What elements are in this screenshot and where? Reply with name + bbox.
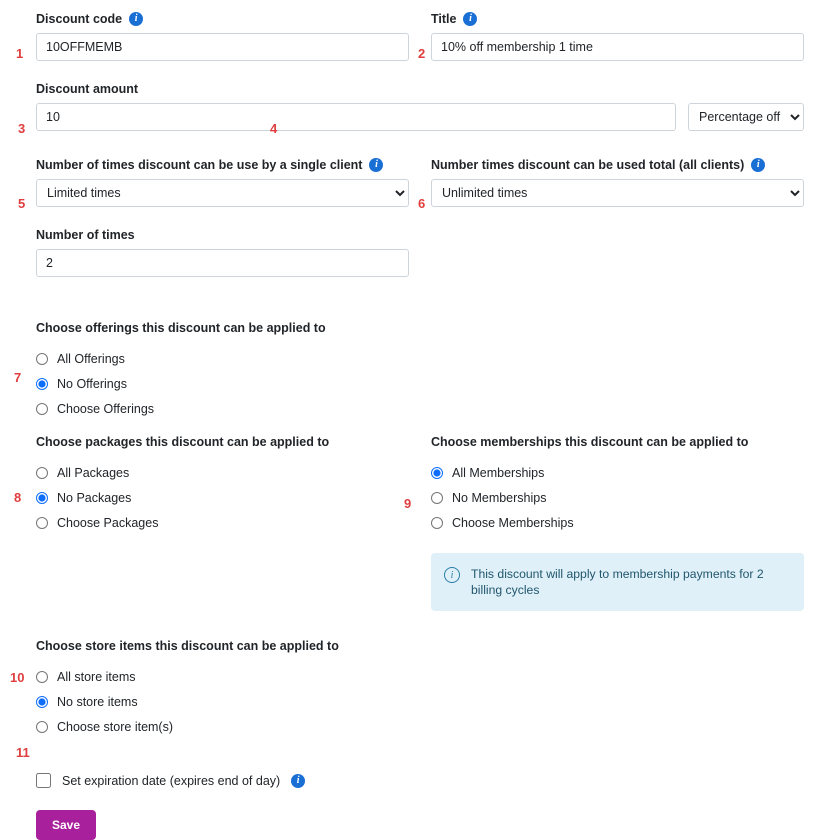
info-icon[interactable]: i [463, 12, 477, 26]
single-client-uses-field [36, 158, 409, 207]
number-of-times-label [36, 228, 409, 242]
offerings-section [36, 321, 804, 421]
discount-code-label [36, 12, 409, 26]
offerings-title: Choose offerings this discount can be applied to [36, 321, 326, 335]
marker-2: 2 [418, 46, 426, 61]
expiration-checkbox[interactable] [36, 773, 51, 788]
marker-4: 4 [270, 121, 278, 136]
packages-option-choose[interactable] [36, 510, 409, 535]
memberships-option-all[interactable] [431, 460, 804, 485]
packages-option-all[interactable] [36, 460, 409, 485]
offerings-radio-none[interactable] [36, 378, 48, 390]
number-of-times-field [36, 228, 409, 277]
title-input[interactable] [431, 33, 804, 61]
offerings-option-none[interactable] [36, 371, 804, 396]
memberships-notice [431, 553, 804, 611]
memberships-radio-group [431, 460, 804, 535]
memberships-label-none[interactable]: No Memberships [452, 490, 547, 505]
discount-amount-row [36, 103, 804, 131]
packages-radio-all[interactable] [36, 467, 48, 479]
memberships-radio-none[interactable] [431, 492, 443, 504]
packages-title: Choose packages this discount can be applied to [36, 435, 330, 449]
packages-radio-choose[interactable] [36, 517, 48, 529]
packages-memberships-row [36, 435, 804, 611]
marker-5: 5 [18, 196, 26, 211]
memberships-option-choose[interactable] [431, 510, 804, 535]
discount-amount-field [36, 82, 804, 131]
memberships-label-all[interactable]: All Memberships [452, 465, 545, 480]
marker-6: 6 [418, 196, 426, 211]
packages-radio-none[interactable] [36, 492, 48, 504]
offerings-option-choose[interactable] [36, 396, 804, 421]
offerings-label-all[interactable]: All Offerings [57, 351, 125, 366]
expiration-label[interactable]: Set expiration date (expires end of day) [62, 773, 281, 788]
store-items-label-choose[interactable]: Choose store item(s) [57, 719, 174, 734]
info-icon[interactable]: i [751, 158, 765, 172]
store-items-title: Choose store items this discount can be applied to [36, 639, 339, 654]
marker-3: 3 [18, 121, 26, 136]
discount-type-select[interactable] [688, 103, 804, 131]
offerings-label-choose[interactable]: Choose Offerings [57, 401, 155, 416]
discount-code-label-text: Discount code [36, 12, 123, 26]
single-client-uses-label [36, 158, 409, 172]
total-uses-label-text: Number times discount can be used total (all clients) [431, 158, 745, 172]
title-label [431, 12, 804, 26]
store-items-radio-none[interactable] [36, 696, 48, 708]
store-items-radio-all[interactable] [36, 671, 48, 683]
number-of-times-label-text: Number of times [36, 228, 135, 242]
offerings-radio-choose[interactable] [36, 403, 48, 415]
memberships-notice-text: This discount will apply to membership payments for 2 billing cycles [471, 567, 764, 598]
marker-10: 10 [10, 670, 25, 685]
single-client-uses-label-text: Number of times discount can be use by a single client [36, 158, 363, 172]
memberships-section [431, 435, 804, 611]
store-items-radio-group [36, 664, 804, 739]
marker-1: 1 [16, 46, 24, 61]
store-items-radio-choose[interactable] [36, 721, 48, 733]
marker-8: 8 [14, 490, 22, 505]
discount-code-field [36, 12, 409, 61]
packages-label-all[interactable]: All Packages [57, 465, 130, 480]
store-items-label-all[interactable]: All store items [57, 669, 136, 684]
store-items-option-none[interactable] [36, 689, 804, 714]
info-icon[interactable]: i [129, 12, 143, 26]
marker-9: 9 [404, 496, 412, 511]
total-uses-label [431, 158, 804, 172]
save-button[interactable]: Save [36, 810, 96, 840]
info-icon[interactable]: i [291, 774, 305, 788]
offerings-radio-all[interactable] [36, 353, 48, 365]
total-uses-field [431, 158, 804, 207]
marker-11: 11 [16, 745, 30, 760]
discount-amount-input[interactable] [36, 103, 676, 131]
info-icon[interactable]: i [369, 158, 383, 172]
packages-section [36, 435, 412, 611]
memberships-title: Choose memberships this discount can be applied to [431, 435, 749, 449]
expiration-row[interactable] [36, 773, 804, 788]
number-of-times-input[interactable] [36, 249, 409, 277]
memberships-radio-all[interactable] [431, 467, 443, 479]
store-items-option-choose[interactable] [36, 714, 804, 739]
title-field [431, 12, 804, 61]
info-icon: i [444, 567, 460, 583]
title-label-text: Title [431, 12, 457, 26]
store-items-option-all[interactable] [36, 664, 804, 689]
discount-amount-label [36, 82, 804, 96]
discount-amount-label-text: Discount amount [36, 82, 139, 96]
packages-label-none[interactable]: No Packages [57, 490, 132, 505]
memberships-radio-choose[interactable] [431, 517, 443, 529]
total-uses-select[interactable] [431, 179, 804, 207]
offerings-label-none[interactable]: No Offerings [57, 376, 127, 391]
packages-option-none[interactable] [36, 485, 412, 511]
store-items-label-none[interactable]: No store items [57, 694, 138, 709]
discount-code-input[interactable] [36, 33, 409, 61]
store-items-section [36, 639, 804, 739]
memberships-label-choose[interactable]: Choose Memberships [452, 515, 574, 530]
marker-7: 7 [14, 370, 22, 385]
offerings-radio-group [36, 346, 804, 421]
single-client-uses-select[interactable] [36, 179, 409, 207]
memberships-option-none[interactable] [431, 485, 804, 510]
offerings-option-all[interactable] [36, 346, 804, 371]
packages-radio-group [36, 460, 412, 535]
packages-label-choose[interactable]: Choose Packages [57, 515, 159, 530]
